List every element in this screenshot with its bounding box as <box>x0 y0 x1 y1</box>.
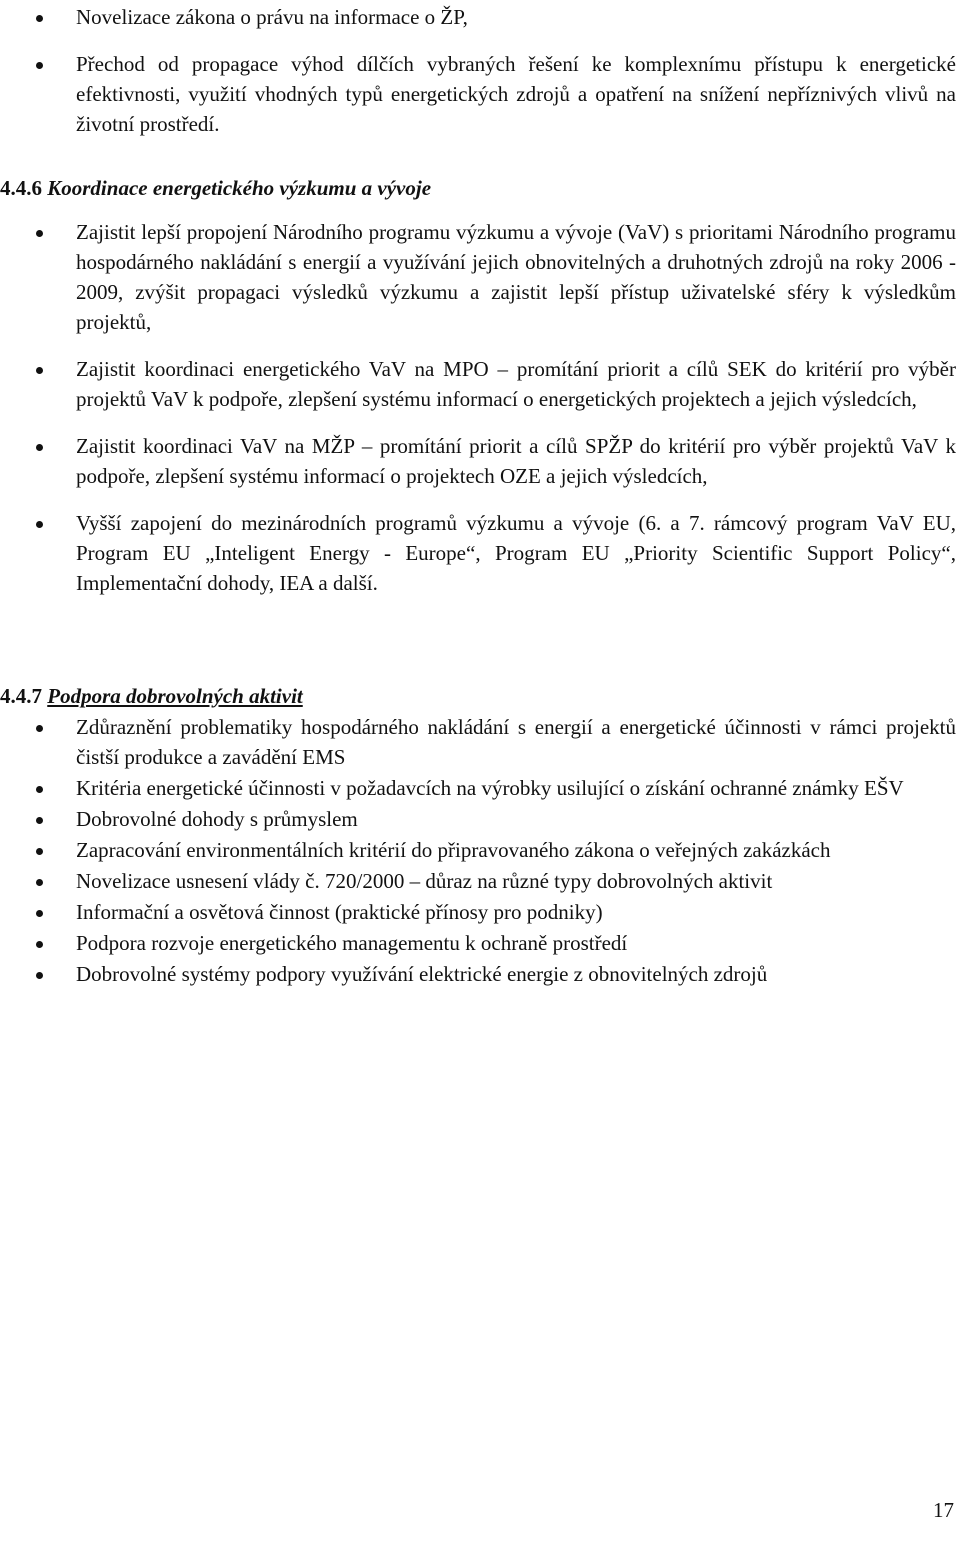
list-item-text: Dobrovolné systémy podpory využívání elektrické energie z obnovitelných zdrojů <box>76 962 768 986</box>
section-title: Podpora dobrovolných aktivit <box>47 684 303 708</box>
bullet-icon <box>36 62 43 69</box>
list-item-text: Zajistit koordinaci VaV na MŽP – promítání priorit a cílů SPŽP do kritérií pro výběr projektů VaV k podpoře, zlepšení systému informací o projektech OZE a jejich výsledcích, <box>76 434 956 488</box>
section-title: Koordinace energetického výzkumu a vývoje <box>47 176 432 200</box>
section-number: 4.4.6 <box>0 176 42 200</box>
list-item <box>0 431 960 491</box>
bullet-icon <box>36 972 43 979</box>
list-item <box>0 773 960 803</box>
top-section <box>0 2 960 156</box>
section-4-4-7-list <box>0 712 960 990</box>
bullet-icon <box>36 444 43 451</box>
list-item <box>0 217 960 337</box>
bullet-icon <box>36 879 43 886</box>
top-bullet-list <box>0 2 960 139</box>
list-item-text: Zdůraznění problematiky hospodárného nakládání s energií a energetické účinnosti v rámci projektů čistší produkce a zavádění EMS <box>76 715 956 769</box>
list-item-text: Dobrovolné dohody s průmyslem <box>76 807 358 831</box>
bullet-icon <box>36 521 43 528</box>
bullet-icon <box>36 941 43 948</box>
list-item <box>0 897 960 927</box>
list-item-text: Novelizace usnesení vlády č. 720/2000 – důraz na různé typy dobrovolných aktivit <box>76 869 773 893</box>
list-item <box>0 712 960 772</box>
page-number: 17 <box>933 1498 954 1522</box>
section-heading <box>0 681 960 711</box>
section-number: 4.4.7 <box>0 684 42 708</box>
list-item <box>0 866 960 896</box>
list-item-text: Zajistit koordinaci energetického VaV na MPO – promítání priorit a cílů SEK do kritérií pro výběr projektů VaV k podpoře, zlepšení systému informací o energetických projektech a jejich výsledcích, <box>76 357 956 411</box>
list-item-text: Zapracování environmentálních kritérií do připravovaného zákona o veřejných zakázkách <box>76 838 831 862</box>
list-item-text: Zajistit lepší propojení Národního programu výzkumu a vývoje (VaV) s prioritami Národního programu hospodárného nakládání s energií a využívání jejich obnovitelných a druhotných zdrojů na roky 2006 - 2009, zvýšit propagaci výsledků výzkumu a zajistit lepší přístup uživatelské sféry k výsledkům projektů, <box>76 220 956 334</box>
bullet-icon <box>36 817 43 824</box>
section-heading <box>0 173 960 203</box>
list-item <box>0 2 960 32</box>
list-item-text: Informační a osvětová činnost (praktické přínosy pro podniky) <box>76 900 603 924</box>
bullet-icon <box>36 910 43 917</box>
list-item <box>0 508 960 598</box>
bullet-list <box>0 712 960 989</box>
bullet-icon <box>36 367 43 374</box>
bullet-icon <box>36 786 43 793</box>
list-item-text: Novelizace zákona o právu na informace o ŽP, <box>76 5 468 29</box>
list-item <box>0 49 960 139</box>
list-item <box>0 804 960 834</box>
list-item <box>0 959 960 989</box>
list-item-text: Kritéria energetické účinnosti v požadavcích na výrobky usilující o získání ochranné známky EŠV <box>76 776 904 800</box>
section-4-4-6-list <box>0 217 960 615</box>
bullet-list <box>0 217 960 598</box>
section-4-4-6 <box>0 173 960 203</box>
list-item-text: Podpora rozvoje energetického managementu k ochraně prostředí <box>76 931 628 955</box>
bullet-icon <box>36 725 43 732</box>
list-item <box>0 835 960 865</box>
bullet-icon <box>36 848 43 855</box>
list-item-text: Přechod od propagace výhod dílčích vybraných řešení ke komplexnímu přístupu k energetické efektivnosti, využití vhodných typů energetických zdrojů a opatření na snížení nepříznivých vlivů na životní prostředí. <box>76 52 956 136</box>
section-4-4-7 <box>0 681 960 711</box>
list-item-text: Vyšší zapojení do mezinárodních programů výzkumu a vývoje (6. a 7. rámcový program VaV EU, Program EU „Inteligent Energy - Europe“, Program EU „Priority Scientific Support Policy“, Implementační dohody, IEA a další. <box>76 511 956 595</box>
list-item <box>0 354 960 414</box>
bullet-icon <box>36 15 43 22</box>
list-item <box>0 928 960 958</box>
bullet-icon <box>36 230 43 237</box>
